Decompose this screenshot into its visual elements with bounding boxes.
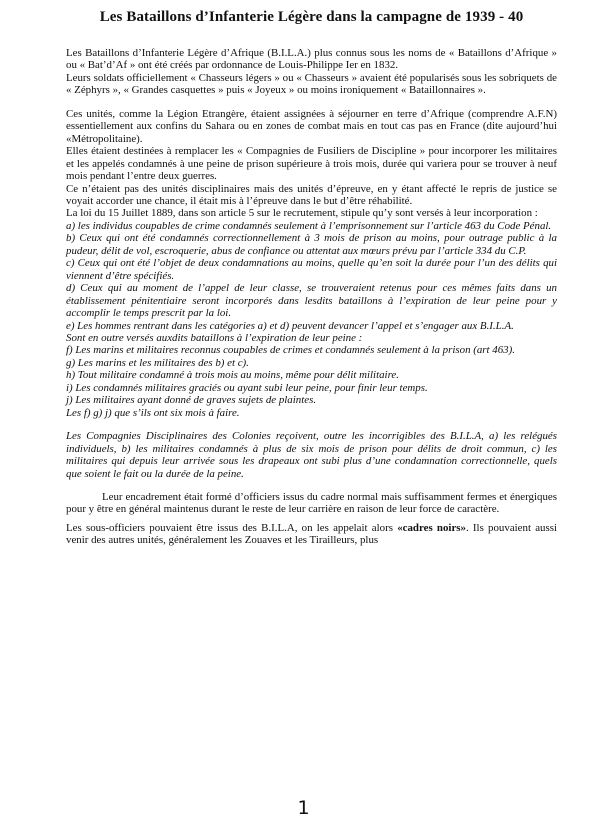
page-number: 1 [297, 797, 310, 819]
law-item-g: g) Les marins et les militaires des b) et c). [66, 356, 249, 369]
sous-officiers-text-end: . Ils pouvaient aussi venir des autres unités, généralement les Zouaves et les Tirailleurs, plus [66, 521, 557, 547]
sous-officiers-text: Les sous-officiers pouvaient être issus des B.I.L.A, on les appelait alors [66, 521, 398, 534]
paragraph-context-3: Ce n’étaient pas des unités disciplinaires mais des unités d’épreuve, en y étant affecté le repris de justice se voyait accorder une chance, il était mis à l’épreuve dans le but d’être réhabilité. [66, 182, 557, 207]
cadres-noirs-term: «cadres noirs» [397, 521, 466, 534]
law-item-fgj: Les f) g) j) que s’ils ont six mois à faire. [66, 406, 240, 419]
paragraph-gap [66, 419, 557, 430]
law-item-h: h) Tout militaire condamné à trois mois au moins, même pour délit militaire. [66, 369, 399, 382]
document-body [66, 47, 557, 547]
paragraph-intro-2: Leurs soldats officiellement « Chasseurs légers » ou « Chasseurs » avaient été popularisés sous les sobriquets de « Zéphyrs », « Grandes casquettes » puis « Joyeux » ou moins ironiquement « Bataillonnaires ». [66, 71, 557, 97]
law-item-d: d) Ceux qui au moment de l’appel de leur classe, se trouveraient retenus pour ces mêmes faits dans un établissement pénitentiaire seront incorporés dans lesdits bataillons à l’expiration de leur peine pour y accomplir le temps prescrit par la loi. [66, 282, 557, 320]
law-item-f: f) Les marins et militaires reconnus coupables de crimes et condamnés seulement à la prison (art 463). [66, 344, 515, 357]
law-item-e: e) Les hommes rentrant dans les catégories a) et d) peuvent devancer l’appel et s’engager aux B.I.L.A. [66, 319, 514, 332]
paragraph-colonies: Les Compagnies Disciplinaires des Colonies reçoivent, outre les incorrigibles des B.I.L.A, a) les relégués individuels, b) les militaires condamnés à plus de six mois de prison pour délits de droit commun, c) les militaires qui depuis leur arrivée sous les drapeaux ont subi plus d’une condamnation correctionnelle, quels que soient le fait ou la durée de la peine. [66, 430, 557, 480]
law-item-j: j) Les militaires ayant donné de graves sujets de plaintes. [66, 394, 317, 407]
paragraph-context-2: Elles étaient destinées à remplacer les « Compagnies de Fusiliers de Discipline » pour incorporer les militaires et les appelés condamnés à une peine de prison supérieure à trois mois, durée qui variera pour se trouver à neuf mois pendant l’entre deux guerres. [66, 145, 557, 183]
law-item-c: c) Ceux qui ont été l’objet de deux condamnations au moins, quelle qu’en soit la durée pour l’un des délits qui viennent d’être spécifiés. [66, 257, 557, 282]
law-item-a: a) les individus coupables de crime condamnés seulement à l’emprisonnement sur l’article 463 du Code Pénal. [66, 219, 552, 232]
paragraph-gap [66, 480, 557, 491]
law-item-i: i) Les condamnés militaires graciés ou ayant subi leur peine, pour finir leur temps. [66, 381, 428, 394]
paragraph-sous-officiers [66, 522, 557, 547]
paragraph-gap [66, 97, 557, 108]
paragraph-context-4: La loi du 15 Juillet 1889, dans son article 5 sur le recrutement, stipule qu’y sont versés à leur incorporation : [66, 207, 538, 220]
law-item-intro-expiration: Sont en outre versés auxdits bataillons à l’expiration de leur peine : [66, 331, 363, 344]
page-title: Les Bataillons d’Infanterie Légère dans la campagne de 1939 - 40 [99, 9, 524, 25]
paragraph-intro-1: Les Bataillons d’Infanterie Légère d’Afrique (B.I.L.A.) plus connus sous les noms de « Bataillons d’Afrique » ou « Bat’d’Af » ont été créés par ordonnance de Louis-Philippe Ier en 1832. [66, 47, 557, 72]
paragraph-encadrement: Leur encadrement était formé d’officiers issus du cadre normal mais suffisamment fermes et énergiques pour y être en général maintenus durant le reste de leur carrière en raison de leur force de caractère. [66, 490, 557, 516]
paragraph-context-1: Ces unités, comme la Légion Etrangère, étaient assignées à séjourner en terre d’Afrique (comprendre A.F.N) essentiellement aux confins du Sahara ou en zones de combat mais en tout cas pas en France (dite aujourd’hui «Métropolitaine). [66, 107, 557, 145]
law-item-b: b) Ceux qui ont été condamnés correctionnellement à 3 mois de prison au moins, pour outrage public à la pudeur, délit de vol, escroquerie, abus de confiance ou attentat aux mœurs prévu par l’article 334 du C.P. [66, 232, 557, 257]
